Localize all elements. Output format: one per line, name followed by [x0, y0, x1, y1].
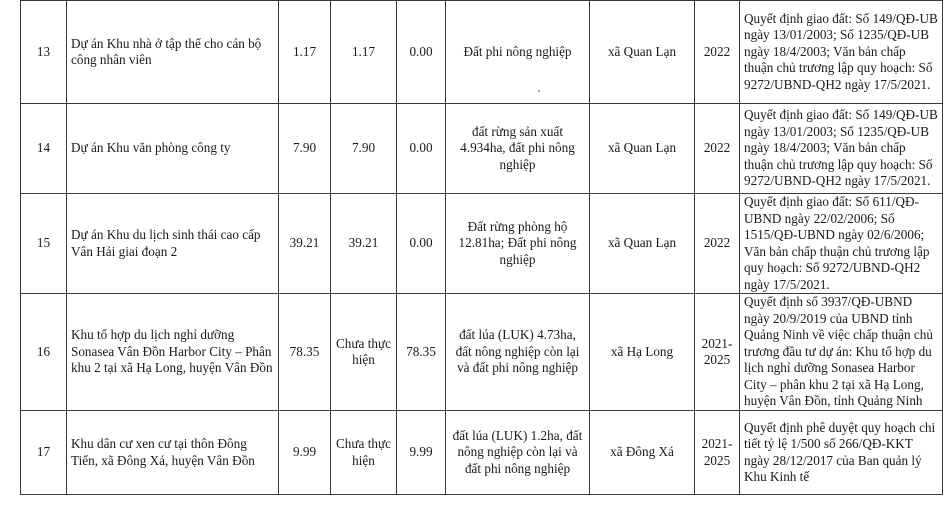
row-number: 17	[21, 411, 67, 495]
area-total: 7.90	[279, 104, 331, 194]
location: xã Hạ Long	[590, 294, 695, 411]
area-total: 9.99	[279, 411, 331, 495]
area-implemented: 1.17	[331, 1, 397, 104]
year: 2022	[695, 1, 740, 104]
row-number: 16	[21, 294, 67, 411]
area-remaining: 0.00	[397, 194, 446, 294]
area-implemented: Chưa thực hiện	[331, 294, 397, 411]
area-remaining: 0.00	[397, 104, 446, 194]
location: xã Quan Lạn	[590, 104, 695, 194]
location: xã Quan Lạn	[590, 194, 695, 294]
scan-speck	[538, 90, 540, 92]
area-remaining: 9.99	[397, 411, 446, 495]
area-implemented: 39.21	[331, 194, 397, 294]
project-name: Dự án Khu nhà ở tập thể cho cán bộ công nhân viên	[67, 1, 279, 104]
area-total: 1.17	[279, 1, 331, 104]
area-total: 78.35	[279, 294, 331, 411]
land-type: Đất phi nông nghiệp	[446, 1, 590, 104]
project-name: Dự án Khu văn phòng công ty	[67, 104, 279, 194]
project-name: Khu dân cư xen cư tại thôn Đông Tiến, xã Đông Xá, huyện Vân Đồn	[67, 411, 279, 495]
area-total: 39.21	[279, 194, 331, 294]
land-type: Đất rừng phòng hộ 12.81ha; Đất phi nông nghiệp	[446, 194, 590, 294]
year: 2022	[695, 104, 740, 194]
year: 2021-2025	[695, 411, 740, 495]
year: 2021-2025	[695, 294, 740, 411]
row-number: 14	[21, 104, 67, 194]
area-implemented: 7.90	[331, 104, 397, 194]
table-row	[21, 294, 943, 411]
land-type: đất lúa (LUK) 4.73ha, đất nông nghiệp còn lại và đất phi nông nghiệp	[446, 294, 590, 411]
legal-basis: Quyết định số 3937/QĐ-UBND ngày 20/9/2019 của UBND tỉnh Quảng Ninh về việc chấp thuận chủ trương đầu tư dự án: Khu tổ hợp du lịch nghỉ dưỡng Sonasea Harbor City – phân khu 2 tại xã Hạ Long, huyện Vân Đồn, tỉnh Quảng Ninh	[740, 294, 943, 411]
project-name: Khu tổ hợp du lịch nghỉ dưỡng Sonasea Vân Đồn Harbor City – Phân khu 2 tại xã Hạ Long, huyện Vân Đồn	[67, 294, 279, 411]
table-row	[21, 104, 943, 194]
year: 2022	[695, 194, 740, 294]
table-row	[21, 411, 943, 495]
legal-basis: Quyết định phê duyệt quy hoạch chi tiết tỷ lệ 1/500 số 266/QĐ-KKT ngày 28/12/2017 của Ban quản lý Khu Kinh tế	[740, 411, 943, 495]
table-row	[21, 194, 943, 294]
row-number: 13	[21, 1, 67, 104]
location: xã Đông Xá	[590, 411, 695, 495]
table-row	[21, 1, 943, 104]
legal-basis: Quyết định giao đất: Số 149/QĐ-UB ngày 13/01/2003; Số 1235/QĐ-UB ngày 18/4/2003; Văn bản chấp thuận chủ trương lập quy hoạch: Số 9272/UBND-QH2 ngày 17/5/2021.	[740, 1, 943, 104]
area-implemented: Chưa thực hiện	[331, 411, 397, 495]
row-number: 15	[21, 194, 67, 294]
legal-basis: Quyết định giao đất: Số 611/QĐ-UBND ngày 22/02/2006; Số 1515/QĐ-UBND ngày 02/6/2006; Văn bản chấp thuận chủ trương lập quy hoạch: Số 9272/UBND-QH2 ngày 17/5/2021.	[740, 194, 943, 294]
legal-basis: Quyết định giao đất: Số 149/QĐ-UB ngày 13/01/2003; Số 1235/QĐ-UB ngày 18/4/2003; Văn bản chấp thuận chủ trương lập quy hoạch: Số 9272/UBND-QH2 ngày 17/5/2021.	[740, 104, 943, 194]
land-type: đất lúa (LUK) 1.2ha, đất nông nghiệp còn lại và đất phi nông nghiệp	[446, 411, 590, 495]
project-table	[20, 0, 943, 495]
project-name: Dự án Khu du lịch sinh thái cao cấp Vân Hải giai đoạn 2	[67, 194, 279, 294]
location: xã Quan Lạn	[590, 1, 695, 104]
land-type: đất rừng sản xuất 4.934ha, đất phi nông nghiệp	[446, 104, 590, 194]
area-remaining: 0.00	[397, 1, 446, 104]
area-remaining: 78.35	[397, 294, 446, 411]
